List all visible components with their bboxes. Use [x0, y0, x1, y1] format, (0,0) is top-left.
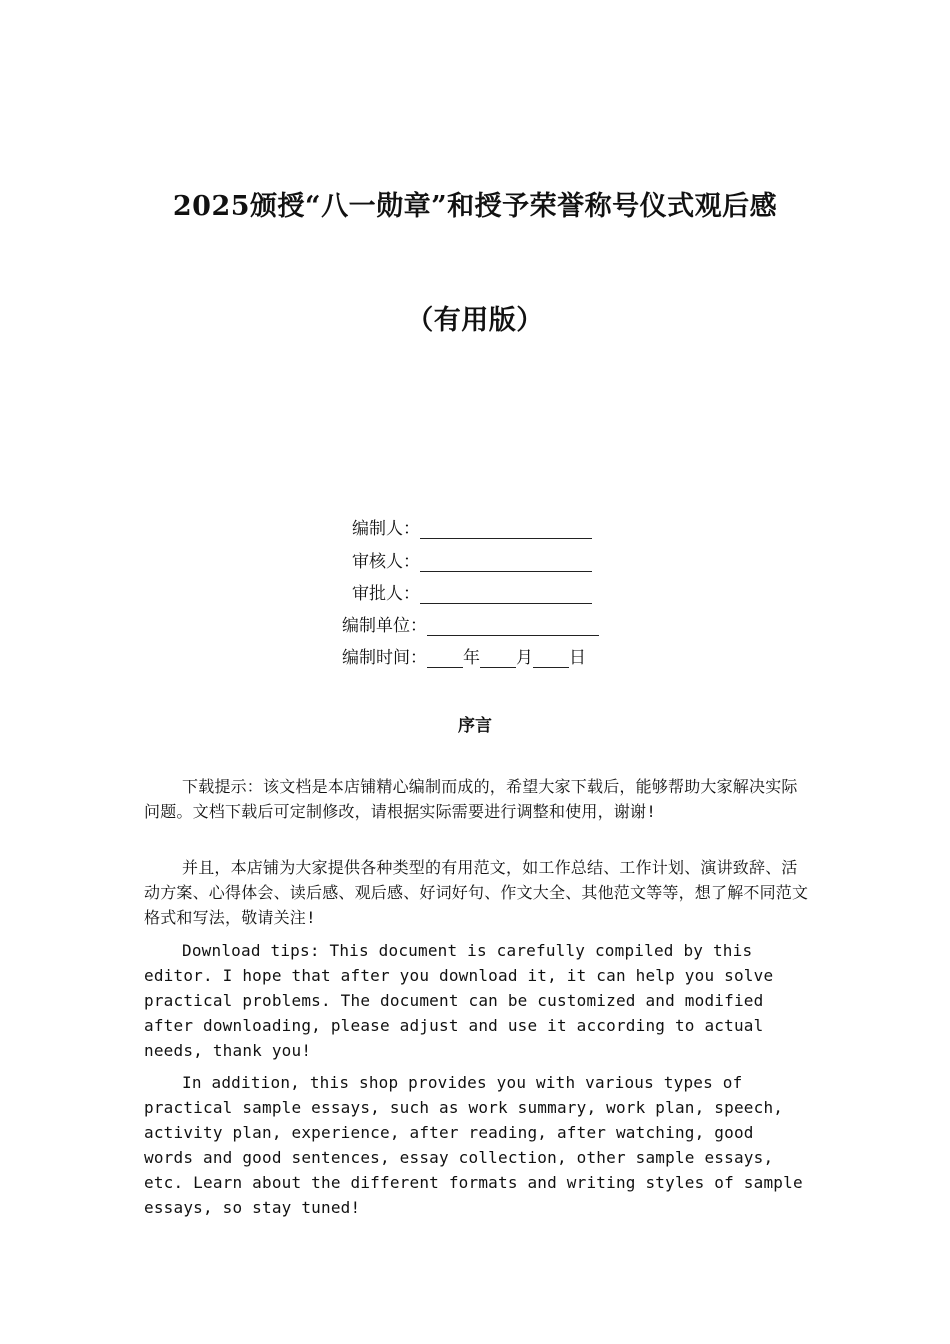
approver-blank-line[interactable]	[420, 583, 592, 604]
unit-blank-line[interactable]	[427, 615, 599, 636]
reviewer-label: 审核人：	[352, 552, 420, 572]
year-blank-line[interactable]	[427, 647, 463, 668]
time-row	[342, 645, 586, 671]
compiler-blank-line[interactable]	[420, 518, 592, 539]
month-blank-line[interactable]	[480, 647, 516, 668]
compiler-row	[352, 516, 592, 542]
reviewer-row	[352, 549, 592, 575]
unit-row	[342, 613, 599, 639]
approver-row	[352, 581, 592, 607]
preface-paragraph: 并且，本店铺为大家提供各种类型的有用范文，如工作总结、工作计划、演讲致辞、活动方案、心得体会、读后感、观后感、好词好句、作文大全、其他范文等等，想了解不同范文格式和写法，敬请关注!	[144, 858, 809, 927]
unit-label: 编制单位：	[342, 616, 427, 636]
reviewer-blank-line[interactable]	[420, 551, 592, 572]
day-blank-line[interactable]	[533, 647, 569, 668]
time-label: 编制时间：	[342, 648, 427, 668]
preface-paragraph: 下载提示：该文档是本店铺精心编制而成的，希望大家下载后，能够帮助大家解决实际问题。文档下载后可定制修改，请根据实际需要进行调整和使用，谢谢!	[144, 777, 798, 821]
approver-label: 审批人：	[352, 584, 420, 604]
preface-heading: 序言	[458, 716, 492, 736]
month-char: 月	[516, 648, 533, 668]
preface-paragraph: In addition, this shop provides you with various types of practical sample essays, such as work summary, work plan, speech, activity plan, experience, after reading, after watching, good words and good sentences, essay collection, other sample essays, etc. Learn about the different formats and writing styles of sample essays, so stay tuned!	[144, 1073, 803, 1217]
compiler-label: 编制人：	[352, 519, 420, 539]
preface-paragraph: Download tips: This document is carefully compiled by this editor. I hope that after you download it, it can help you solve practical problems. The document can be customized and modified after downloading, please adjust and use it according to actual needs, thank you!	[144, 941, 774, 1060]
day-char: 日	[569, 648, 586, 668]
year-char: 年	[463, 648, 480, 668]
document-title: 2025颁授“八一勋章”和授予荣誉称号仪式观后感	[172, 191, 778, 222]
document-subtitle: （有用版）	[406, 305, 544, 336]
